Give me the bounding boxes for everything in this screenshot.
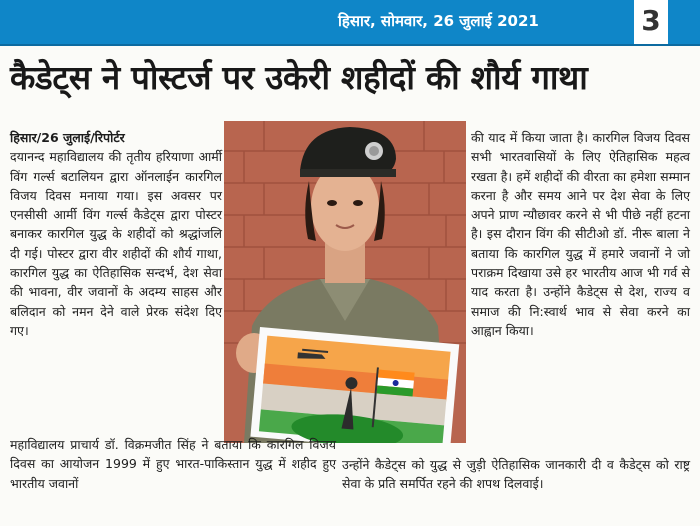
byline: हिसार/26 जुलाई/रिपोर्टर	[10, 130, 125, 145]
wide-text: महाविद्यालय प्राचार्य डॉ. विक्रमजीत सिंह ने बताया कि कारगिल विजय दिवस का आयोजन 1999 में हुए भारत-पाकिस्तान युद्ध में शहीद हुए भारतीय जवानों	[10, 437, 336, 491]
column-1-text: दयानन्द महाविद्यालय की तृतीय हरियाणा आर्मी विंग गर्ल्स बटालियन द्वारा ऑनलाईन कारगिल विजय दिवस मनाया गया। इस अवसर पर एनसीसी आर्मी विंग गर्ल्स कैडेट्स द्वारा पोस्टर बनाकर कारगिल युद्ध के शहीदों को श्रद्धांजलि दी गई। पोस्टर द्वारा वीर शहीदों की शौर्य गाथा, कारगिल युद्ध का ऐतिहासिक सन्दर्भ, देश सेवा की भावना, वीर जवानों के अदम्य साहस और बलिदान को नमन देने वाले प्रेरक संदेश दिए गए।	[10, 149, 222, 338]
dateline: हिसार, सोमवार, 26 जुलाई 2021	[338, 12, 539, 30]
headline: कैडेट्स ने पोस्टर्ज पर उकेरी शहीदों की शौर्य गाथा	[10, 58, 588, 97]
article-column-3: की याद में किया जाता है। कारगिल विजय दिवस सभी भारतवासियों के लिए ऐतिहासिक महत्व रखता है। हमें शहीदों की वीरता का हमेशा सम्मान करना है और समय आने पर देश सेवा के लिए अपने प्राण न्यौछावर करने से भी पीछे नहीं हटना है। इस दौरान विंग की सीटीओ डॉ. नीरू बाला ने बताया कि कारगिल युद्ध में हमारे जवानों ने जो पराक्रम दिखाया उसे हर भारतीय आज भी गर्व से याद करता है। उन्होंने कैडेट्स से देश, राज्य व समाज की नि:स्वार्थ भाव से सेवा करने का आह्वान किया।	[471, 130, 690, 338]
page-number: 3	[641, 4, 661, 37]
header-rule	[0, 44, 700, 46]
article-closing-text: उन्होंने कैडेट्स को युद्ध से जुड़ी ऐतिहासिक जानकारी दी व कैडेट्स को राष्ट्र सेवा के प्रति समर्पित रहने की शपथ दिलवाई।	[342, 457, 690, 492]
article-column-1	[10, 128, 222, 340]
cadet-photo	[224, 121, 466, 443]
cadet-photo-illustration	[224, 121, 466, 443]
